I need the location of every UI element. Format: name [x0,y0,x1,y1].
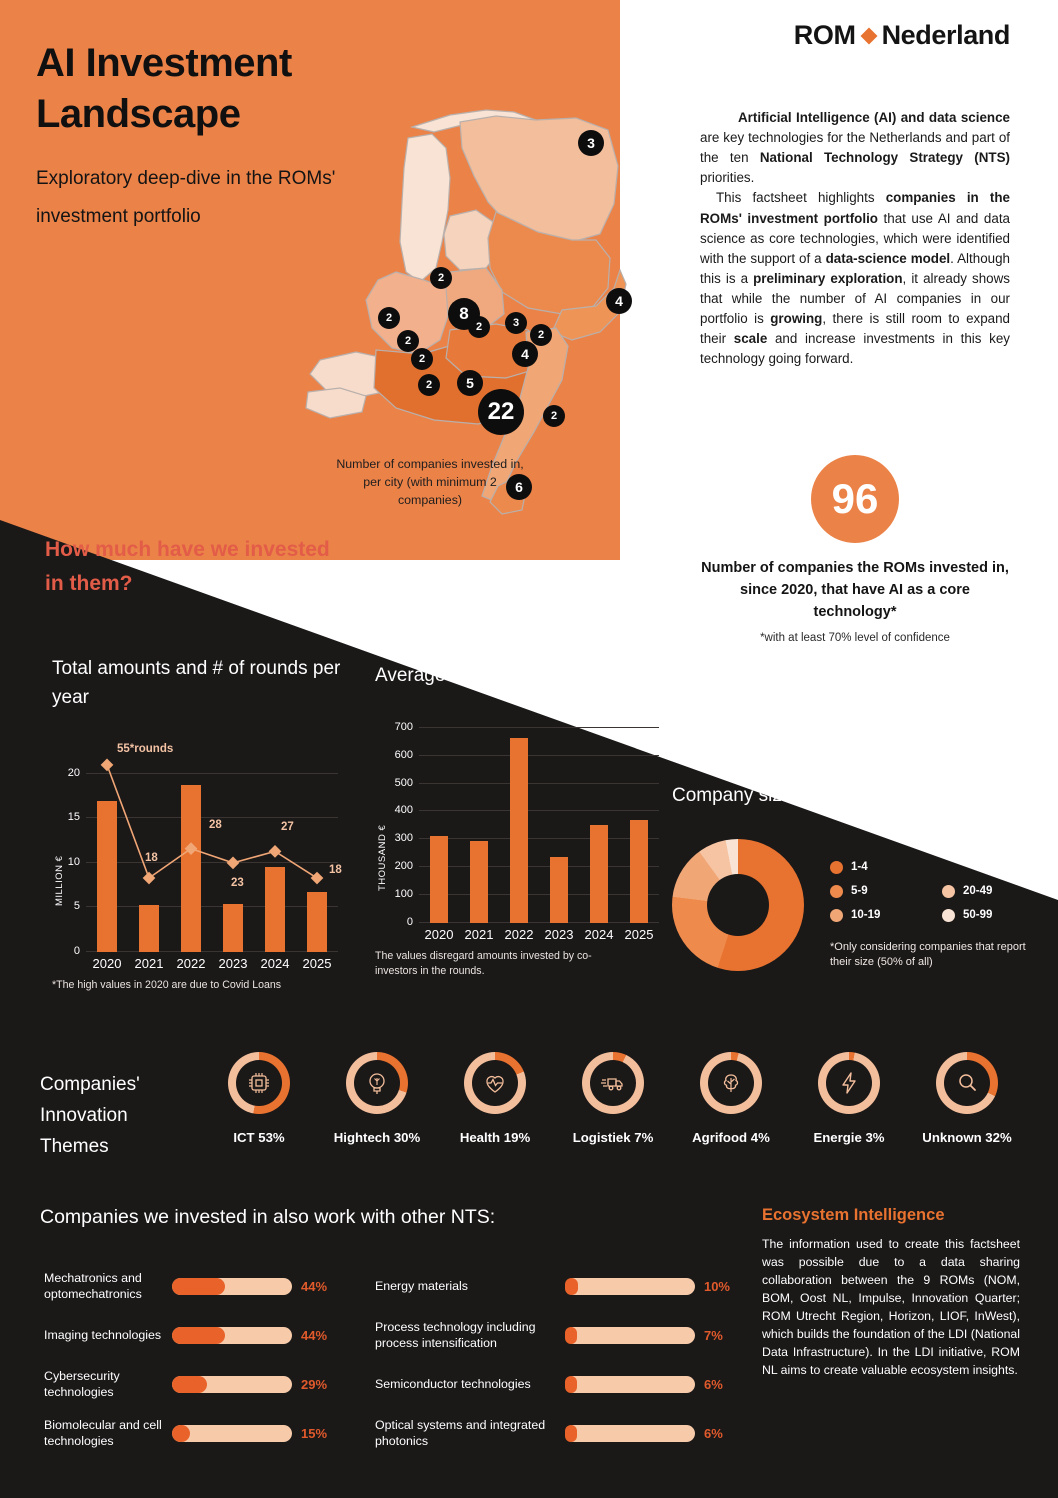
theme-agrifood [672,1052,790,1145]
y-tick-label: 10 [67,855,80,868]
nts-label: Semiconductor technologies [375,1376,531,1391]
y-tick-label: 500 [394,776,413,789]
map-bubble: 2 [411,348,433,370]
donut-note: *Only considering companies that report their size (50% of all) [830,940,1026,969]
bar [470,841,488,922]
themes-label: Companies' Innovation Themes [40,1074,140,1157]
map-bubble: 3 [505,312,527,334]
x-tick-label: 2024 [584,926,614,942]
nts-label: Process technology including process intensification [375,1319,536,1350]
donut-legend-item [942,909,1030,922]
bar [550,857,568,922]
nts-progress-fill [172,1278,225,1295]
nts-progress-track [565,1327,695,1344]
y-tick-label: 20 [67,766,80,779]
legend-swatch [942,909,955,922]
y-tick-label: 200 [394,859,413,872]
bar [430,836,448,922]
chart-total-amounts [52,655,342,993]
nts-row [375,1360,730,1409]
y-tick-label: 700 [394,721,413,734]
y-tick-label: 5 [73,900,80,913]
map-caption: Number of companies invested in, per city (with minimum 2 companies) [336,457,524,508]
stat-96-footnote: *with at least 70% level of confidence [760,632,950,645]
theme-progress-ring [700,1052,762,1114]
map-bubble: 22 [478,389,524,435]
chart1-note: *The high values in 2020 are due to Covid Loans [52,979,282,991]
rounds-data-label: 18 [329,864,342,877]
map-bubble: 2 [418,374,440,396]
chart2-title: Average ROM ticket size per year [375,665,659,686]
map-bubble: 4 [606,288,632,314]
y-tick-label: 400 [394,804,413,817]
map-bubble: 2 [378,307,400,329]
nts-percent: 10% [703,1279,730,1294]
intro-bold-5: preliminary exploration [753,270,903,286]
nts-progress-fill [172,1376,207,1393]
nts-label: Optical systems and integrated photonics [375,1417,546,1448]
theme-progress-ring [818,1052,880,1114]
intro-text-8: and increase investments in this key technology going forward. [700,331,1010,367]
theme-label: Energie 3% [813,1130,885,1145]
nts-percent: 6% [704,1377,723,1392]
logo-text-rom: ROM [793,20,856,50]
theme-progress-ring [582,1052,644,1114]
nts-progress-fill [565,1327,577,1344]
rounds-data-label: 18 [145,852,158,865]
nts-percent: 7% [704,1328,723,1343]
nts-label: Energy materials [375,1278,468,1293]
themes-list [200,1052,1026,1145]
nts-progress-fill [565,1425,577,1442]
theme-energie [790,1052,908,1145]
chart1-x-labels [86,956,338,971]
nts-row [375,1262,730,1311]
x-tick-label: 2025 [624,926,654,942]
legend-label: 1-4 [851,861,868,873]
theme-unknown [908,1052,1026,1145]
intro-paragraph-1 [700,108,1010,188]
intro-bold-3: companies in the ROMs' investment portfolio [700,190,1010,226]
y-tick-label: 0 [73,945,80,957]
nts-progress-fill [172,1327,225,1344]
y-tick-label: 300 [394,832,413,845]
rounds-data-label: 27 [281,821,294,834]
tree-icon [700,1052,762,1114]
x-tick-label: 2020 [92,956,122,971]
chart2-note: The values disregard amounts invested by co-investors in the rounds. [375,949,592,977]
x-tick-label: 2022 [176,956,206,971]
bar [510,738,528,923]
x-tick-label: 2021 [464,926,494,942]
map-bubble: 4 [512,341,538,367]
map-bubble: 2 [430,267,452,289]
theme-progress-ring [228,1052,290,1114]
nts-progress-track [172,1376,292,1393]
ecosystem-title: Ecosystem Intelligence [762,1206,945,1224]
grid-line [419,838,659,839]
map-bubble: 2 [543,405,565,427]
nts-percent: 15% [301,1426,328,1441]
legend-label: 10-19 [851,909,881,921]
donut-legend-item [830,909,918,922]
donut-title: Company size* (number employees) [672,785,980,806]
legend-swatch [830,909,843,922]
x-tick-label: 2020 [424,926,454,942]
rounds-data-label: 23 [231,876,244,889]
theme-label: Logistiek 7% [572,1130,654,1145]
intro-bold-4: data-science model [825,250,951,266]
theme-ict [200,1052,318,1145]
nts-label: Biomolecular and cell technologies [44,1417,162,1448]
ecosystem-intelligence-block [762,1206,1020,1380]
grid-line [419,783,659,784]
nts-percent: 6% [704,1426,723,1441]
lightbulb-gear-icon [346,1052,408,1114]
x-tick-label: 2023 [544,926,574,942]
map-bubble: 3 [578,130,604,156]
x-tick-label: 2022 [504,926,534,942]
chart1-plot [86,742,342,952]
donut-legend-item [830,861,918,874]
y-tick-label: 0 [406,915,413,928]
grid-line [419,727,659,728]
nts-list-right [375,1262,730,1458]
theme-progress-ring [464,1052,526,1114]
stat-96-block [700,455,1010,644]
grid-line [419,922,659,923]
nts-progress-fill [565,1376,577,1393]
x-tick-label: 2023 [218,956,248,971]
intro-paragraph-2 [700,188,1010,369]
page-title: AI Investment Landscape [36,41,292,137]
brand-logo [794,20,1010,51]
x-tick-label: 2024 [260,956,290,971]
nts-heading: Companies we invested in also work with other NTS: [40,1206,496,1228]
grid-line [419,894,659,895]
x-tick-label: 2021 [134,956,164,971]
y-tick-label: 600 [394,748,413,761]
intro-text-6: , it already shows that while the number of AI companies in our portfolio is [700,270,1010,327]
theme-label: Health 19% [459,1130,531,1145]
theme-label: Agrifood 4% [692,1130,770,1145]
chart2-ylabel: THOUSAND € [377,824,388,891]
map-bubble: 6 [506,474,532,500]
map-bubble: 2 [468,316,490,338]
y-tick-label: 100 [394,887,413,900]
theme-health [436,1052,554,1145]
nts-progress-track [565,1376,695,1393]
bar [630,820,648,923]
theme-logistiek [554,1052,672,1145]
nts-percent: 44% [301,1279,328,1294]
chart-company-size [672,782,1042,971]
nts-progress-fill [565,1278,578,1295]
page-subtitle: Exploratory deep-dive in the ROMs' investment portfolio [36,168,336,228]
theme-progress-ring [936,1052,998,1114]
rounds-data-label: 28 [209,818,222,831]
donut-legend-item [942,885,1030,898]
logo-text-nederland: Nederland [881,20,1010,50]
nts-progress-track [172,1278,292,1295]
intro-text-3: This factsheet highlights [716,190,886,206]
nts-progress-track [565,1425,695,1442]
nts-percent: 29% [301,1377,328,1392]
chart-avg-ticket [375,662,665,979]
y-tick-label: 15 [67,811,80,824]
legend-swatch [942,885,955,898]
grid-line [419,755,659,756]
bar [590,825,608,922]
truck-icon [582,1052,644,1114]
heart-pulse-icon [464,1052,526,1114]
legend-label: 5-9 [851,885,868,897]
stat-96-caption: Number of companies the ROMs invested in, since 2020, that have AI as a core technology* [701,560,1009,621]
nts-list-left [44,1262,344,1458]
theme-progress-ring [346,1052,408,1114]
intro-text-5: . Although this is a [700,250,1010,286]
chart2-x-labels [419,927,659,942]
map-bubble: 2 [397,330,419,352]
nts-progress-fill [172,1425,190,1442]
nts-label: Cybersecurity technologies [44,1368,120,1399]
intro-bold-7: scale [733,331,768,347]
donut-legend [830,861,1030,922]
rounds-data-label: 55*rounds [117,742,174,755]
legend-swatch [830,885,843,898]
nts-label: Imaging technologies [44,1327,162,1342]
map-bubble: 5 [457,370,483,396]
theme-label: ICT 53% [233,1130,285,1145]
grid-line [419,866,659,867]
nts-progress-track [565,1278,695,1295]
map-bubble: 8 [448,298,480,330]
stat-96-circle: 96 [811,455,899,543]
grid-line [419,810,659,811]
nts-progress-track [172,1327,292,1344]
theme-label: Hightech 30% [333,1130,421,1145]
chip-icon [228,1052,290,1114]
intro-text-1: are key technologies for the Netherlands and part of the ten [700,130,1010,166]
nts-row [375,1311,730,1360]
nts-row [44,1409,344,1458]
innovation-themes-row [40,1052,1030,1162]
x-tick-label: 2025 [302,956,332,971]
intro-paragraphs [700,108,1010,369]
nts-percent: 44% [301,1328,328,1343]
intro-text-4: that use AI and data science as core technologies, which were identified with the support of a [700,210,1010,266]
chart1-title: Total amounts and # of rounds per year [52,658,341,708]
ecosystem-body: The information used to create this factsheet was possible due to a data sharing collaboration between the 9 ROMs (NOM, BOM, Oost NL, Impulse, Innovation Quarter; ROM Utrecht Region, Horizon, LIOF, InWest), which builds the foundation of the LDI (National Data Infrastructure). In the LDI initiative, ROM NL aims to create valuable ecosystem insights. [762,1237,1020,1377]
donut-chart [672,839,804,971]
nts-row [44,1311,344,1360]
nts-progress-track [172,1425,292,1442]
nts-row [44,1360,344,1409]
theme-hightech [318,1052,436,1145]
bolt-icon [818,1052,880,1114]
intro-bold-2: National Technology Strategy (NTS) [759,150,1010,166]
theme-label: Unknown 32% [922,1130,1012,1145]
chart2-plot [419,723,659,923]
intro-bold-1: Artificial Intelligence (AI) and data science [738,110,1010,125]
legend-label: 20-49 [963,885,993,897]
intro-text-7: , there is still room to expand their [700,311,1010,347]
intro-bold-6: growing [770,311,823,327]
nts-label: Mechatronics and optomechatronics [44,1270,142,1301]
nts-row [375,1409,730,1458]
magnifier-icon [936,1052,998,1114]
nts-row [44,1262,344,1311]
diamond-icon [860,27,877,44]
donut-legend-item [830,885,918,898]
map-bubble: 2 [530,324,552,346]
section-heading-investment: How much have we invested in them? [45,538,330,596]
legend-swatch [830,861,843,874]
rounds-line-overlay [86,756,338,952]
chart1-ylabel: MILLION € [54,855,65,906]
intro-text-2: priorities. [700,170,755,186]
legend-label: 50-99 [963,909,993,921]
